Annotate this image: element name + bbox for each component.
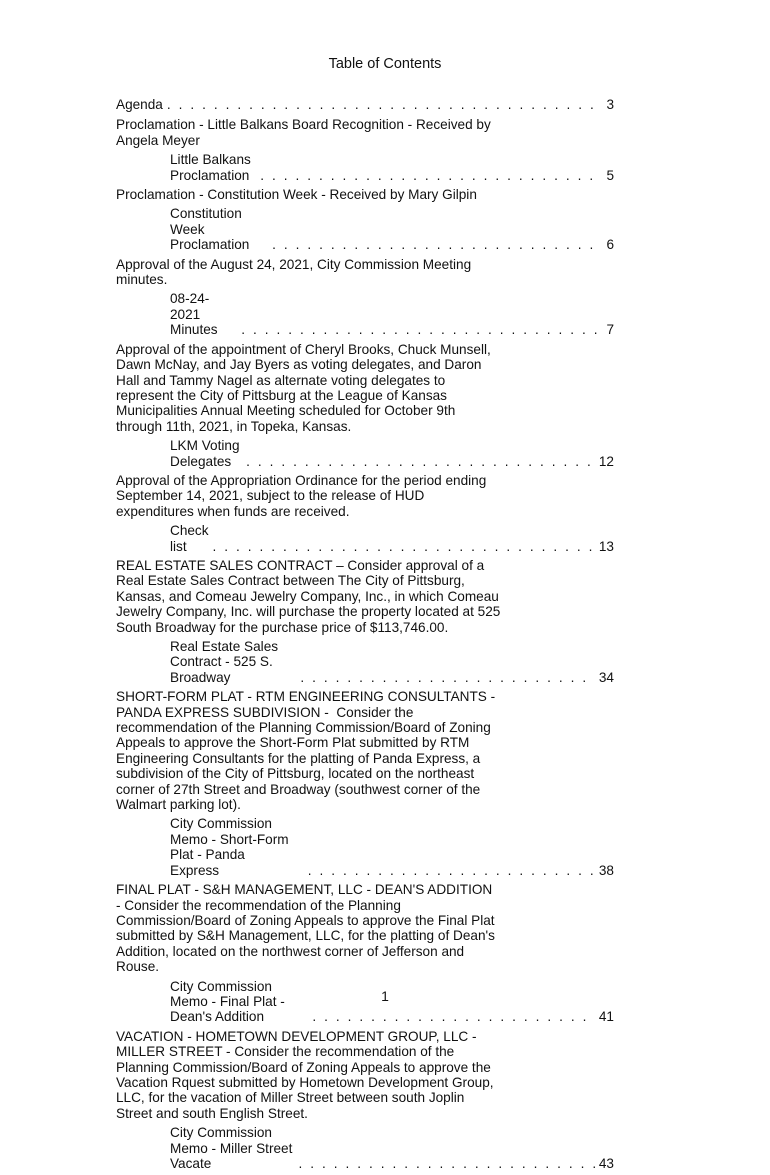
- toc-heading: Approval of the August 24, 2021, City Commission Meeting minutes.: [116, 256, 472, 288]
- toc-heading: SHORT-FORM PLAT - RTM ENGINEERING CONSULTANTS - PANDA EXPRESS SUBDIVISION - Consider the recommendation of the Planning Commission/Board of Zoning Appeals to approve the Short-Form Plat submitted by RTM Engineering Consultants for the platting of Panda Express, a subdivision of the City of Pittsburg, located on the northeast corner of 27th Street and Broadway (southwest corner of the Walmart parking lot).: [116, 689, 496, 813]
- toc-entry[interactable]: [116, 206, 614, 252]
- toc-entry-label: Real Estate Sales Contract - 525 S. Broadway: [170, 639, 282, 685]
- dot-leader: [268, 237, 602, 252]
- toc-entry[interactable]: [116, 291, 614, 337]
- toc-entry-page: 38: [598, 862, 614, 878]
- toc-entry[interactable]: [116, 97, 614, 112]
- toc-entry[interactable]: [116, 639, 614, 685]
- toc-entry-page: 7: [606, 322, 614, 338]
- dot-leader: [242, 454, 595, 469]
- dot-leader: [256, 168, 602, 183]
- toc-entry-page: 13: [598, 538, 614, 554]
- toc-entry-label: City Commission Memo - Miller Street Vacate: [170, 1125, 297, 1171]
- toc-entry[interactable]: [116, 438, 614, 469]
- dot-leader: [209, 539, 595, 554]
- toc-heading: VACATION - HOMETOWN DEVELOPMENT GROUP, LLC - MILLER STREET - Consider the recommendation of the Planning Commission/Board of Zoning Appeals to approve the Vacation Rquest submitted by Hometown Development Group, LLC, for the vacation of Miller Street between south Joplin Street and south English Street.: [116, 1028, 494, 1121]
- toc-entry-label: City Commission Memo - Final Plat - Dean's Addition: [170, 978, 289, 1025]
- dot-leader: [237, 322, 602, 337]
- toc-entry[interactable]: [116, 152, 614, 183]
- dot-leader: [308, 1009, 595, 1024]
- toc-heading: Proclamation - Little Balkans Board Recognition - Received by Angela Meyer: [116, 117, 491, 148]
- toc-heading: Approval of the Appropriation Ordinance for the period ending September 14, 2021, subject to the release of HUD expenditures when funds are received.: [116, 472, 487, 519]
- toc-heading: REAL ESTATE SALES CONTRACT – Consider approval of a Real Estate Sales Contract between The City of Pittsburg, Kansas, and Comeau Jewelry Company, Inc., in which Comeau Jewelry Company, Inc. will purchase the property located at 525 South Broadway for the purchase price of $113,746.00.: [116, 557, 501, 635]
- page-number: 1: [381, 988, 389, 1004]
- toc-entry-page: 6: [606, 237, 614, 253]
- toc-entry[interactable]: [116, 816, 614, 878]
- toc-entry-label: City Commission Memo - Short-Form Plat - Panda Express: [170, 816, 289, 878]
- toc-entry[interactable]: [116, 1125, 614, 1171]
- toc-entry-label: Check list: [170, 523, 213, 554]
- toc-heading: Proclamation - Constitution Week - Received by Mary Gilpin: [116, 187, 477, 203]
- dot-leader: [295, 1156, 595, 1171]
- toc-entry-page: 34: [598, 669, 614, 685]
- toc-heading: Approval of the appointment of Cheryl Brooks, Chuck Munsell, Dawn McNay, and Jay Byers as voting delegates, and Daron Hall and Tammy Nagel as alternate voting delegates to represent the City of Pittsburg at the League of Kansas Municipalities Annual Meeting scheduled for October 9th through 11th, 2021, in Topeka, Kansas.: [116, 341, 491, 434]
- toc-entry[interactable]: [116, 523, 614, 554]
- toc-entry-label: Agenda: [116, 97, 163, 112]
- dot-leader: [296, 670, 595, 685]
- table-of-contents: [116, 97, 614, 1175]
- toc-entry-page: 3: [606, 97, 614, 112]
- toc-entry-label: Little Balkans Proclamation: [170, 152, 255, 183]
- page-title: Table of Contents: [328, 56, 442, 72]
- toc-entry-label: Constitution Week Proclamation: [170, 206, 250, 253]
- toc-entry-page: 5: [606, 167, 614, 183]
- toc-entry-label: 08-24-2021 Minutes: [170, 291, 218, 338]
- dot-leader: [163, 97, 603, 112]
- dot-leader: [304, 863, 595, 878]
- toc-entry-page: 41: [598, 1009, 614, 1025]
- toc-entry-label: LKM Voting Delegates: [170, 438, 244, 469]
- toc-entry-page: 43: [598, 1156, 614, 1171]
- toc-entry-page: 12: [598, 453, 614, 469]
- toc-heading: FINAL PLAT - S&H MANAGEMENT, LLC - DEAN'S ADDITION - Consider the recommendation of the Planning Commission/Board of Zoning Appeals to approve the Final Plat submitted by S&H Management, LLC, for the platting of Dean's Addition, located on the northwest corner of Jefferson and Rouse.: [116, 882, 495, 975]
